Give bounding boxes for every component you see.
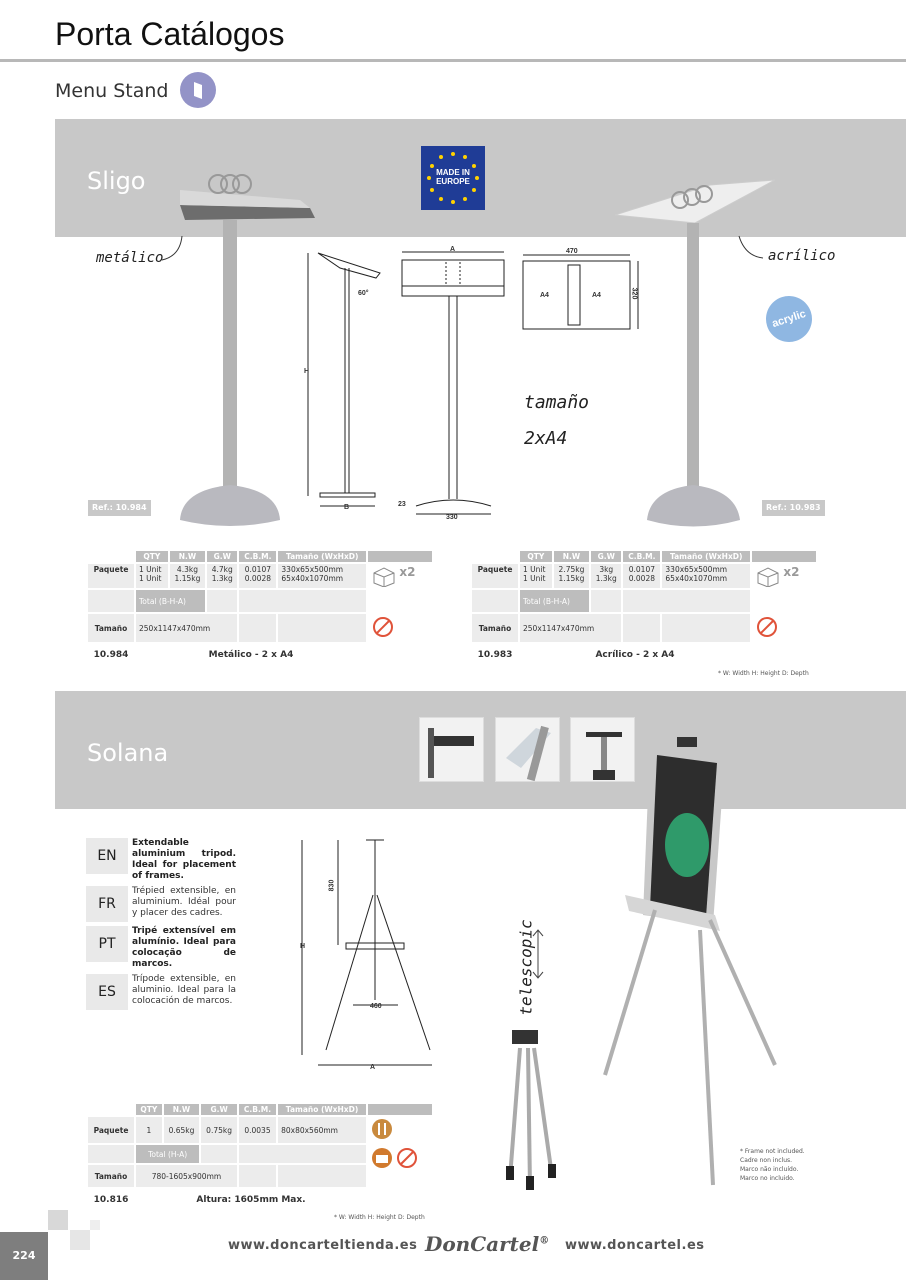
ref-right: Ref.: 10.983	[762, 500, 825, 516]
page-subtitle: Menu Stand	[55, 80, 169, 102]
dim-angle: 60°	[358, 290, 369, 297]
dim-a4-right: A4	[592, 292, 601, 299]
solana-technical-drawing	[298, 835, 438, 1075]
label-telescopic: telescopic	[516, 919, 536, 1016]
th-qty: QTY	[136, 551, 168, 562]
brand-logo: DonCartel®	[425, 1232, 550, 1256]
sligo-metallic-spec-table: QTY N.W G.W C.B.M. Tamaño (WxHxD) Paquete 1 Unit 1 Unit 4.3kg 1.15kg 4.7kg 1.3kg 0.0107 0.0028 330x65x500mm 65x40x1070mm x2 Total (B-H-A) Tamaño 250x1147x470mm 10.984 Metálico - 2 x A4	[86, 549, 434, 668]
box-icon	[371, 565, 397, 587]
carry-and-no-assembly-icons	[371, 1146, 419, 1170]
lang-code-pt: PT	[86, 926, 128, 962]
dim-320: 320	[630, 287, 638, 300]
total-label: Total (B-H-A)	[136, 590, 205, 612]
sligo-top-drawing	[520, 245, 645, 335]
dimension-note-solana: * W: Width H: Height D: Depth	[334, 1214, 425, 1221]
label-metallic: metálico	[96, 250, 164, 266]
product-desc: Acrílico - 2 x A4	[595, 650, 675, 660]
lang-code-en: EN	[86, 838, 128, 874]
arrow-acrylic-icon	[735, 232, 765, 262]
detail-photo-1	[419, 717, 484, 782]
solana-title: Solana	[87, 739, 169, 767]
lang-code-es: ES	[86, 974, 128, 1010]
dim-a-easel: A	[370, 1064, 376, 1071]
sligo-title: Sligo	[87, 167, 146, 195]
lang-text-fr: Trépied extensible, en aluminium. Idéal pour y placer des cadres.	[132, 886, 236, 918]
arrow-metallic-icon	[160, 232, 190, 262]
ref-left: Ref.: 10.984	[88, 500, 151, 516]
dim-470: 470	[566, 248, 578, 255]
page-number: 224	[0, 1232, 48, 1280]
dim-a4-left: A4	[540, 292, 549, 299]
frame-note: * Frame not included. Cadre non inclus. Marco não incluído. Marco no incluido.	[740, 1148, 805, 1182]
sligo-acrylic-stand-image	[610, 165, 780, 530]
solana-spec-table: QTY N.W G.W C.B.M. Tamaño (WxHxD) Paquete 1 0.65kg 0.75kg 0.0035 80x80x560mm Total (H-A) Tamaño 780-1605x900mm 10.816 Altura: 1605mm Max.	[86, 1102, 434, 1213]
page-title: Porta Catálogos	[55, 16, 285, 52]
product-code: 10.983	[477, 650, 513, 660]
product-desc: Metálico - 2 x A4	[208, 650, 294, 660]
title-rule	[0, 59, 906, 62]
product-code: 10.816	[93, 1195, 129, 1205]
sligo-acrylic-spec-table: QTY N.W G.W C.B.M. Tamaño (WxHxD) Paquete 1 Unit 1 Unit 2.75kg 1.15kg 3kg 1.3kg 0.0107 0.0028 330x65x500mm 65x40x1070mm x2 Total (B-H-A) Tamaño 250x1147x470mm 10.983 Acrílico - 2 x A4	[470, 549, 818, 668]
th-nw: N.W	[170, 551, 205, 562]
telescopic-arrow-icon	[530, 928, 546, 980]
th-cbm: C.B.M.	[239, 551, 276, 562]
size-label: Tamaño	[88, 614, 134, 642]
dim-330: 330	[446, 514, 458, 521]
th-gw: G.W	[207, 551, 237, 562]
dim-h-easel: H	[300, 943, 306, 950]
box-count: x2	[783, 565, 800, 579]
row-label-package: Paquete	[88, 564, 134, 588]
footer-squares-decoration	[48, 1208, 104, 1252]
product-code: 10.984	[93, 650, 129, 660]
dim-h: H	[304, 368, 310, 375]
link-doncartel[interactable]: www.doncartel.es	[565, 1238, 705, 1253]
tools-icon	[371, 1118, 393, 1140]
language-list	[86, 838, 236, 1010]
size-note-1: tamaño	[524, 392, 590, 413]
product-desc: Altura: 1605mm Max.	[196, 1195, 306, 1205]
solana-easel-image	[595, 735, 785, 1195]
folded-tripod-image	[500, 1028, 570, 1193]
lang-text-en: Extendable aluminium tripod. Ideal for placement of frames.	[132, 838, 236, 881]
label-acrylic: acrílico	[768, 248, 836, 264]
size-value: 250x1147x470mm	[136, 614, 237, 642]
link-doncarteltienda[interactable]: www.doncarteltienda.es	[228, 1238, 418, 1253]
detail-photo-2	[495, 717, 560, 782]
menu-stand-icon	[180, 72, 216, 108]
made-in-europe-text: MADE IN EUROPE	[436, 168, 470, 186]
no-assembly-icon	[755, 615, 779, 639]
acrylic-badge: acrylic	[760, 290, 818, 348]
no-assembly-icon	[371, 615, 395, 639]
box-count: x2	[399, 565, 416, 579]
dim-460: 460	[370, 1003, 382, 1010]
sligo-front-drawing	[396, 244, 511, 526]
dim-830: 830	[328, 879, 336, 892]
dim-a: A	[450, 246, 456, 253]
dim-23: 23	[398, 501, 406, 508]
size-note-2: 2xA4	[524, 428, 568, 449]
lang-code-fr: FR	[86, 886, 128, 922]
lang-text-pt: Tripé extensível em alumínio. Ideal para colocação de marcos.	[132, 926, 236, 969]
sligo-side-drawing	[300, 248, 390, 518]
dim-b: B	[344, 504, 350, 511]
lang-text-es: Trípode extensible, en aluminio. Ideal para la colocación de marcos.	[132, 974, 236, 1006]
made-in-europe-flag	[421, 146, 485, 210]
th-size: Tamaño (WxHxD)	[278, 551, 366, 562]
box-icon	[755, 565, 781, 587]
dimension-note: * W: Width H: Height D: Depth	[718, 670, 809, 677]
